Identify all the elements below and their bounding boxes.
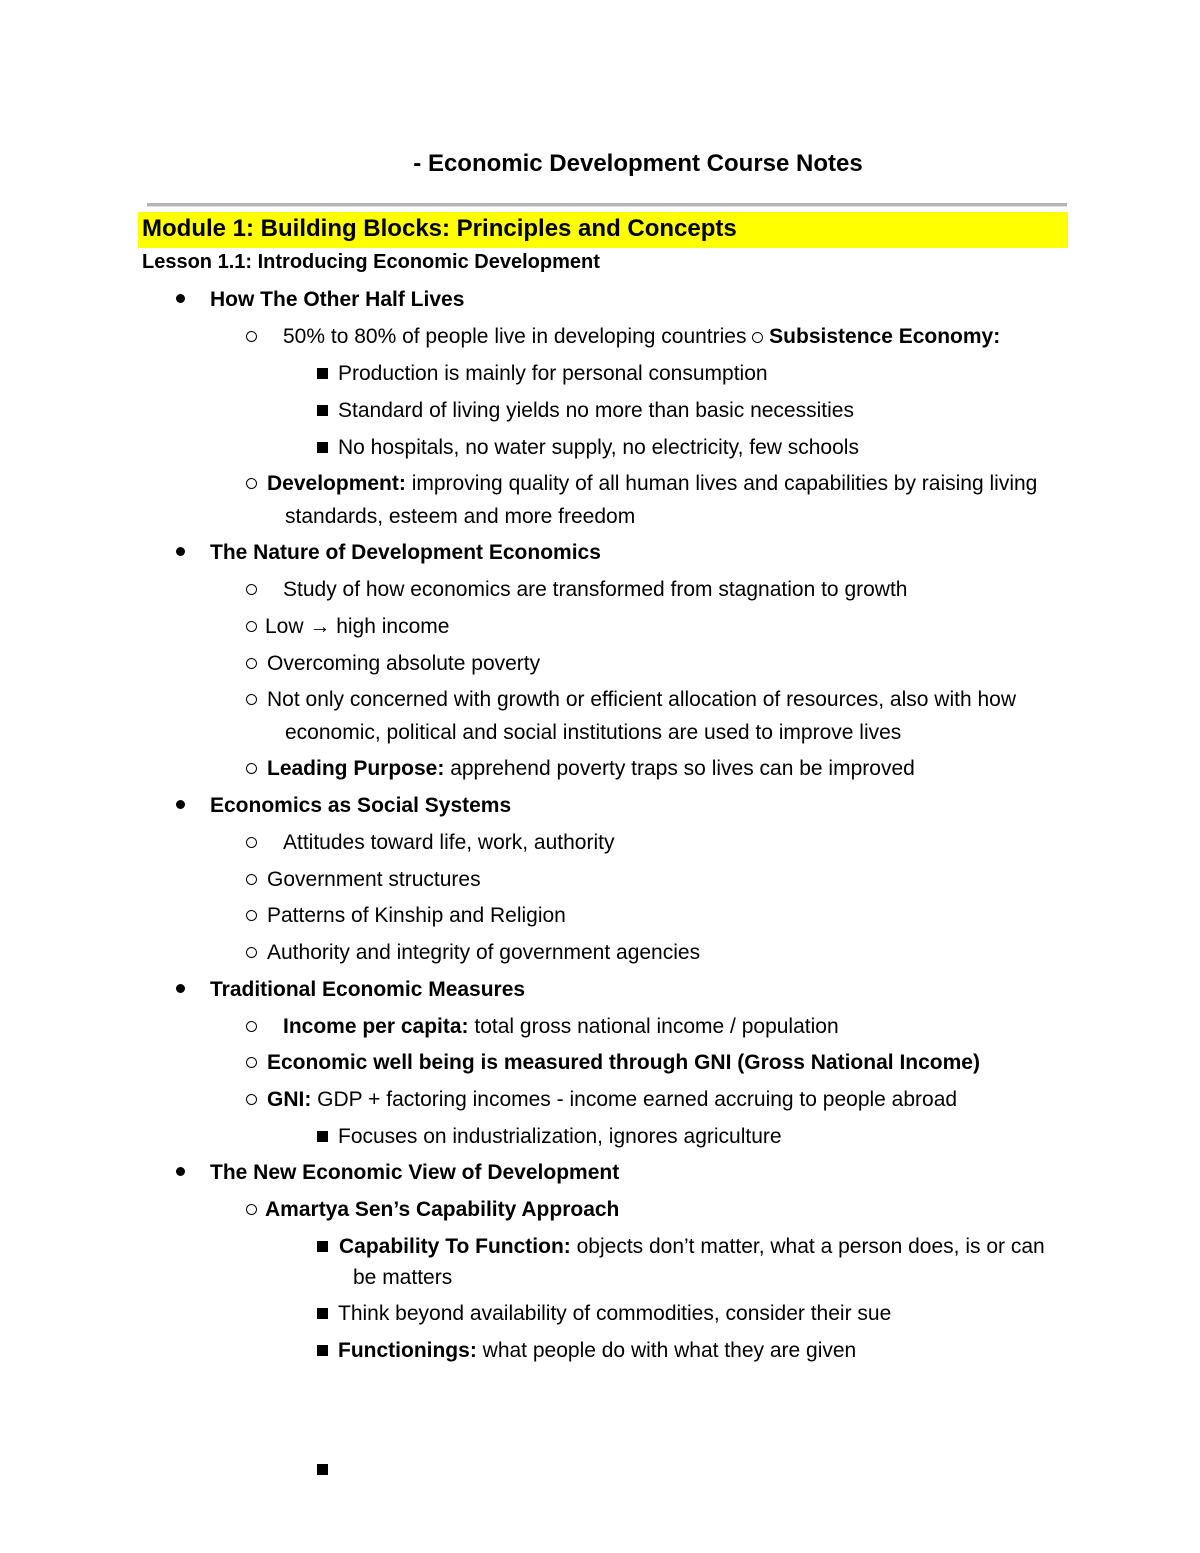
list-item: 50% to 80% of people live in developing countries Subsistence Economy: [283,325,1001,348]
list-item: Functionings: what people do with what they are given [338,1339,857,1362]
list-item: Patterns of Kinship and Religion [267,904,566,927]
lesson-heading: Lesson 1.1: Introducing Economic Development [142,251,600,273]
list-item: Economic well being is measured through GNI (Gross National Income) [267,1051,980,1074]
list-item: Income per capita: total gross national income / population [283,1015,839,1038]
list-item: Development: improving quality of all human lives and capabilities by raising living [267,472,1038,495]
bullet-circle-icon [246,837,257,848]
bullet-circle-icon [246,584,257,595]
bullet-circle-icon [246,874,257,885]
bullet-square-icon [317,1131,328,1142]
section-new-economic-view: The New Economic View of Development [210,1161,620,1184]
list-item: No hospitals, no water supply, no electricity, few schools [338,436,859,459]
list-item: Overcoming absolute poverty [267,652,541,675]
bullet-square-icon [317,368,328,379]
bullet-dot-icon [176,294,185,303]
bullet-circle-icon [246,763,257,774]
list-item: Standard of living yields no more than basic necessities [338,399,854,422]
bullet-circle-icon [246,947,257,958]
list-item: Leading Purpose: apprehend poverty traps so lives can be improved [267,757,915,780]
bullet-circle-icon [246,1057,257,1068]
list-item: Low → high income [265,615,450,638]
list-item: Study of how economics are transformed from stagnation to growth [283,578,908,601]
bullet-circle-icon [752,332,763,343]
bullet-square-icon [317,1464,328,1475]
list-item: Authority and integrity of government agencies [267,941,701,964]
list-item: Government structures [267,868,481,891]
bullet-circle-icon [246,1094,257,1105]
list-item: Attitudes toward life, work, authority [283,831,615,854]
bullet-circle-icon [246,621,257,632]
bullet-dot-icon [176,1167,185,1176]
list-item-continuation: be matters [353,1266,453,1289]
list-item: Production is mainly for personal consumption [338,362,768,385]
section-traditional-measures: Traditional Economic Measures [210,978,526,1001]
bullet-circle-icon [246,1021,257,1032]
bullet-circle-icon [246,478,257,489]
bullet-square-icon [317,405,328,416]
bullet-circle-icon [246,910,257,921]
module-heading: Module 1: Building Blocks: Principles and Concepts [142,215,737,242]
bullet-square-icon [317,1308,328,1319]
list-item: Not only concerned with growth or efficient allocation of resources, also with how [267,688,1016,711]
list-item: Focuses on industrialization, ignores agriculture [338,1125,782,1148]
section-nature-of-development: The Nature of Development Economics [210,541,601,564]
bullet-square-icon [317,1345,328,1356]
list-item-continuation: economic, political and social institutions are used to improve lives [285,721,902,744]
bullet-square-icon [317,1241,328,1252]
bullet-circle-icon [246,1204,257,1215]
title-rule [147,203,1067,207]
bullet-circle-icon [246,694,257,705]
section-social-systems: Economics as Social Systems [210,794,512,817]
bullet-dot-icon [176,547,185,556]
bullet-circle-icon [246,658,257,669]
list-item: Amartya Sen’s Capability Approach [265,1198,620,1221]
list-item: GNI: GDP + factoring incomes - income earned accruing to people abroad [267,1088,958,1111]
bullet-dot-icon [176,984,185,993]
list-item: Think beyond availability of commodities, consider their sue [338,1302,892,1325]
section-how-other-half-lives: How The Other Half Lives [210,288,465,311]
list-item: Capability To Function: objects don’t matter, what a person does, is or can [339,1235,1045,1258]
bullet-dot-icon [176,800,185,809]
bullet-circle-icon [246,331,257,342]
document-title: - Economic Development Course Notes [413,150,863,177]
bullet-square-icon [317,442,328,453]
list-item-continuation: standards, esteem and more freedom [285,505,636,528]
